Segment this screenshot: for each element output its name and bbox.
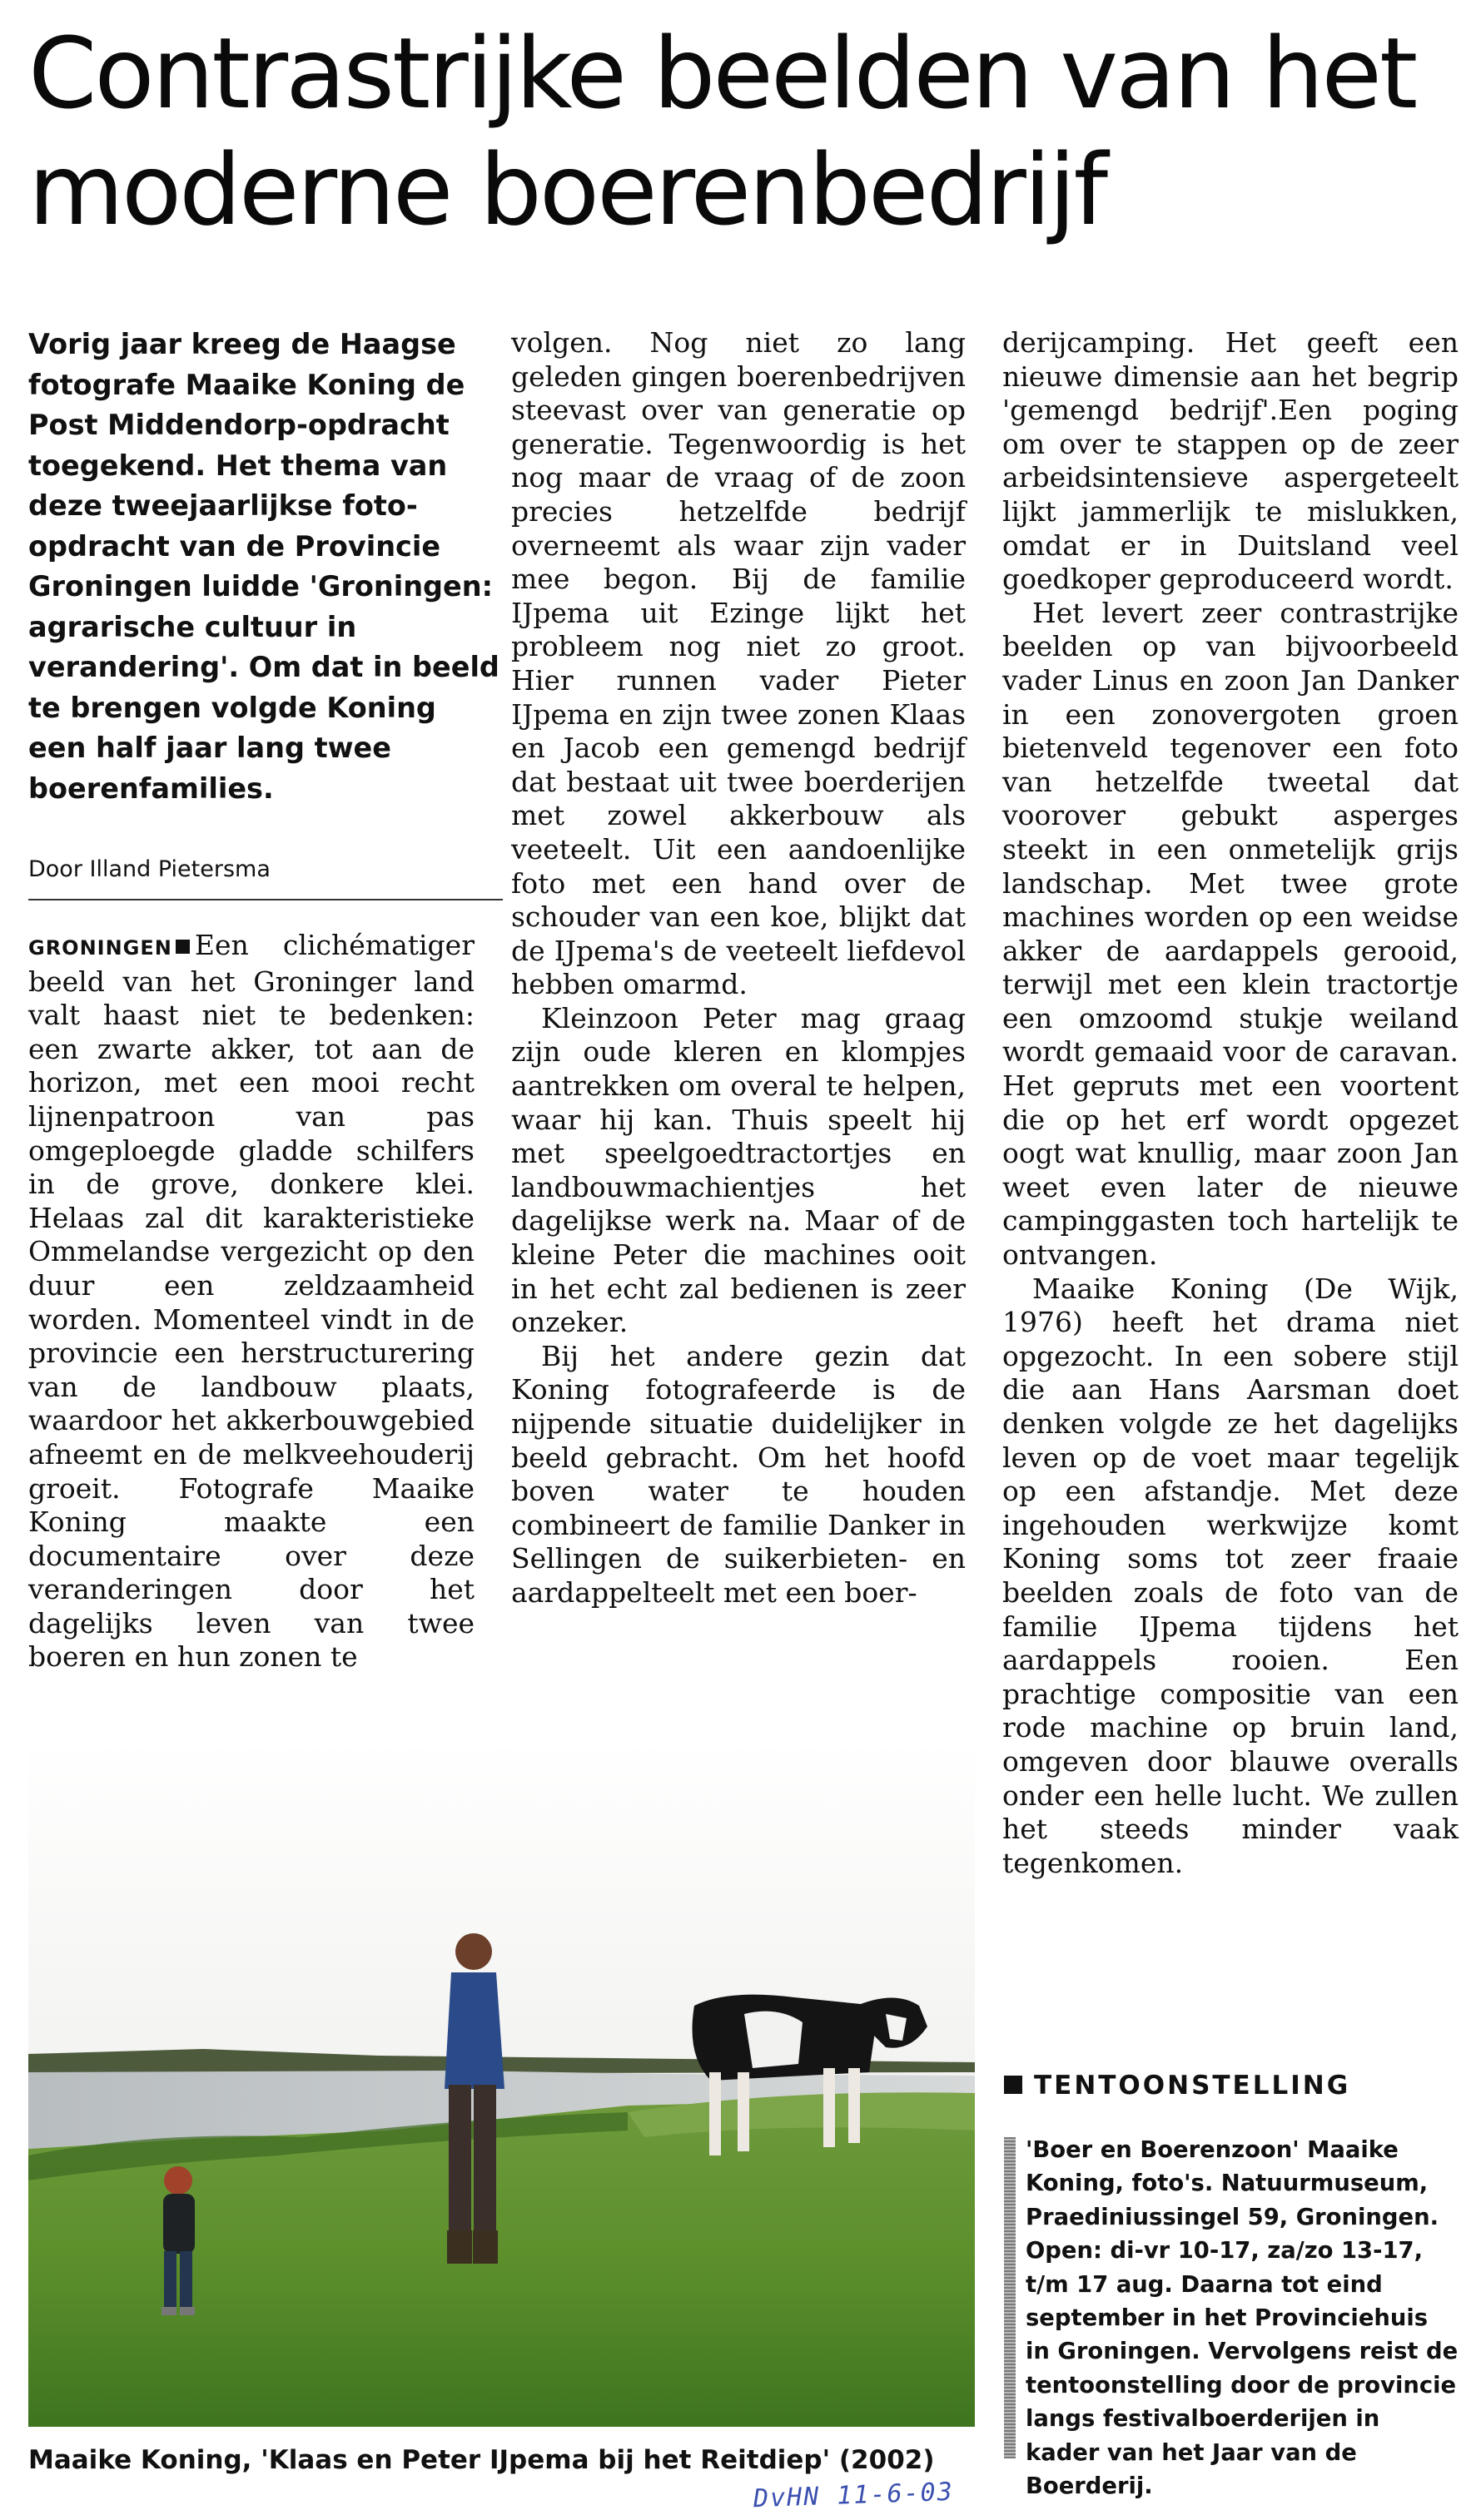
article-photo [28, 1739, 975, 2427]
exhibition-square-icon [1004, 2076, 1022, 2094]
intro-paragraph: Vorig jaar kreeg de Haagse fotografe Maaike Koning de Post Middendorp-opdracht toegekend. Het thema van deze tweejaarlijkse foto-opdracht van de Provincie Groningen luidde 'Groningen: agrarische cultuur in verandering'. Om dat in beeld te brengen volgde Koning een half jaar lang twee boerenfamilies. [28, 328, 499, 805]
column-3 [1002, 326, 1459, 1880]
exhibition-title-text: TENTOONSTELLING [1034, 2071, 1351, 2101]
column-3-paragraph-1: derijcamping. Het geeft een nieuwe dimensie aan het begrip 'gemengd bedrijf'.Een poging om over te stappen op de zeer arbeidsintensieve aspergeteelt lijkt jammerlijk te mislukken, omdat er in Duitsland veel goedkoper geproduceerd wordt. [1002, 326, 1459, 596]
exhibition-info: 'Boer en Boerenzoon' Maaike Koning, foto's. Natuurmuseum, Praediniussingel 59, Groningen. Open: di-vr 10-17, za/zo 13-17, t/m 17 aug. Daarna tot eind september in het Provinciehuis in Groningen. Vervolgens reist de tentoonstelling door de provincie langs festivalboerderijen in kader van het Jaar van de Boerderij. [1026, 2137, 1459, 2500]
column-1-text: Een clichématiger beeld van het Groninger land valt haast niet te bedenken: een zwarte akker, tot aan de horizon, met een mooi recht lijnenpatroon van pas omgeploegde gladde schilfers in de grove, donkere klei. Helaas zal dit karakteristieke Ommelandse vergezicht op den duur een zeldzaamheid worden. Momenteel vindt in de provincie een herstructurering van de landbouw plaats, waardoor het akkerbouwgebied afneemt en de melkveehouderij groeit. Fotografe Maaike Koning maakte een documentaire over deze veranderingen door het dagelijks leven van twee boeren en hun zonen te [28, 929, 475, 1674]
photo-caption: Maaike Koning, 'Klaas en Peter IJpema bij het Reitdiep' (2002) [28, 2445, 935, 2475]
column-3-paragraph-2: Het levert zeer contrastrijke beelden op van bijvoorbeeld vader Linus en zoon Jan Danker in een zonovergoten groen bietenveld tegenover een foto van hetzelfde tweetal dat voorover gebukt asperges steekt in een onmetelijk grijs landschap. Met twee grote machines worden op een weidse akker de aardappels gerooid, terwijl met een klein tractortje een omzoomd stukje weiland wordt gemaaid voor de caravan. Het gepruts met een voortent die op het erf wordt opgezet oogt wat knullig, maar zoon Jan weet even later de nieuwe campinggasten toch hartelijk te ontvangen. [1002, 596, 1459, 1272]
column-2-paragraph-2: Kleinzoon Peter mag graag zijn oude kleren en klompjes aantrekken om overal te helpen, waar hij kan. Thuis speelt hij met speelgoedtractortjes en landbouwmachientjes het dagelijkse werk na. Maar of de kleine Peter die machines ooit in het echt zal bedienen is zeer onzeker. [511, 1001, 966, 1339]
column-2 [511, 326, 966, 1610]
man-figure [445, 1933, 504, 2264]
dateline: GRONINGEN [28, 936, 172, 960]
headline: Contrastrijke beelden van het moderne boerenbedrijf [28, 16, 1416, 247]
byline: Door Illand Pietersma [28, 856, 271, 882]
photo-landscape-illustration [28, 1739, 975, 2427]
dateline-square-icon [176, 940, 190, 954]
column-1-paragraph [28, 929, 475, 1674]
handwritten-note: DvHN 11-6-03 [753, 2477, 955, 2514]
column-1 [28, 929, 475, 1674]
byline-rule [28, 899, 503, 900]
column-2-paragraph-1: volgen. Nog niet zo lang geleden gingen boerenbedrijven steevast over van generatie op generatie. Tegenwoordig is het nog maar de vraag of de zoon precies hetzelfde bedrijf overneemt als waar zijn vader mee begon. Bij de familie IJpema uit Ezinge lijkt het probleem nog niet zo groot. Hier runnen vader Pieter IJpema en zijn twee zonen Klaas en Jacob een gemengd bedrijf dat bestaat uit twee boerderijen met zowel akkerbouw als veeteelt. Uit een aandoenlijke foto met een hand over de schouder van een koe, blijkt dat de IJpema's de veeteelt liefdevol hebben omarmd. [511, 326, 966, 1001]
exhibition-side-bar [1004, 2137, 1016, 2458]
column-2-paragraph-3: Bij het andere gezin dat Koning fotografeerde is de nijpende situatie duidelijker in beeld gebracht. Om het hoofd boven water te houden combineert de familie Danker in Sellingen de suikerbieten- en aardappelteelt met een boer- [511, 1339, 966, 1609]
column-3-paragraph-3: Maaike Koning (De Wijk, 1976) heeft het drama niet opgezocht. In een sobere stijl die aan Hans Aarsman doet denken volgde ze het dagelijks leven op de voet maar tegelijk op een afstandje. Met deze ingehouden werkwijze komt Koning soms tot zeer fraaie beelden zoals de foto van de familie IJpema tijdens het aardappels rooien. Een prachtige compositie van een rode machine op bruin land, omgeven door blauwe overalls onder een helle lucht. We zullen het steeds minder vaak tegenkomen. [1002, 1272, 1459, 1879]
exhibition-title [1004, 2071, 1454, 2101]
